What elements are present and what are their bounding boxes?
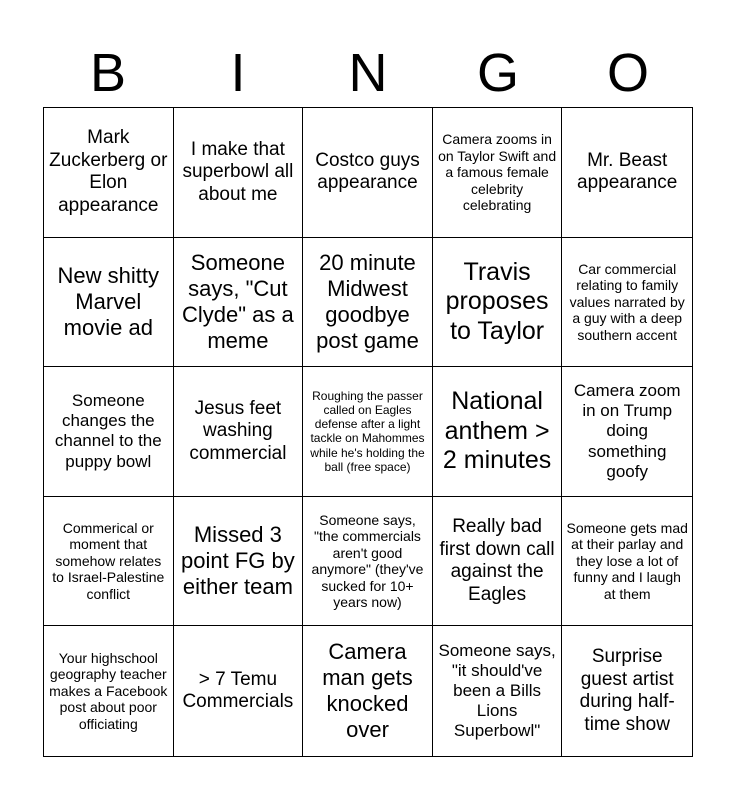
bingo-cell: Someone gets mad at their parlay and they lose a lot of funny and I laugh at them (562, 497, 692, 627)
bingo-cell: Jesus feet washing commercial (174, 367, 304, 497)
header-letter-g: G (476, 43, 519, 103)
bingo-cell: Really bad first down call against the Eagles (433, 497, 563, 627)
bingo-cell: Costco guys appearance (303, 108, 433, 238)
bingo-cell: Mr. Beast appearance (562, 108, 692, 238)
free-space-cell: Roughing the passer called on Eagles defense after a light tackle on Mahommes while he's holding the ball (free space) (303, 367, 433, 497)
bingo-cell: New shitty Marvel movie ad (44, 238, 174, 368)
bingo-cell: Travis proposes to Taylor (433, 238, 563, 368)
bingo-cell: Mark Zuckerberg or Elon appearance (44, 108, 174, 238)
bingo-cell: Someone says, "it should've been a Bills Lions Superbowl" (433, 626, 563, 756)
bingo-cell: Someone says, "Cut Clyde" as a meme (174, 238, 304, 368)
header-letter-n: N (348, 43, 388, 103)
bingo-board (43, 107, 693, 757)
header-letter-b: B (89, 43, 127, 103)
bingo-cell: Camera zooms in on Taylor Swift and a famous female celebrity celebrating (433, 108, 563, 238)
bingo-cell: I make that superbowl all about me (174, 108, 304, 238)
bingo-cell: Camera zoom in on Trump doing something goofy (562, 367, 692, 497)
bingo-cell: 20 minute Midwest goodbye post game (303, 238, 433, 368)
bingo-cell: Camera man gets knocked over (303, 626, 433, 756)
bingo-cell: National anthem > 2 minutes (433, 367, 563, 497)
bingo-cell: Commerical or moment that somehow relates to Israel-Palestine conflict (44, 497, 174, 627)
bingo-cell: Someone changes the channel to the puppy bowl (44, 367, 174, 497)
bingo-cell: Someone says, "the commercials aren't good anymore" (they've sucked for 10+ years now) (303, 497, 433, 627)
bingo-header (43, 38, 693, 108)
bingo-cell: Missed 3 point FG by either team (174, 497, 304, 627)
header-letter-i: I (230, 43, 246, 103)
bingo-cell: > 7 Temu Commercials (174, 626, 304, 756)
bingo-cell: Car commercial relating to family values narrated by a guy with a deep southern accent (562, 238, 692, 368)
bingo-cell: Surprise guest artist during half-time show (579, 646, 675, 735)
header-letter-o: O (606, 43, 649, 103)
bingo-cell: Your highschool geography teacher makes a Facebook post about poor officiating (44, 626, 174, 756)
